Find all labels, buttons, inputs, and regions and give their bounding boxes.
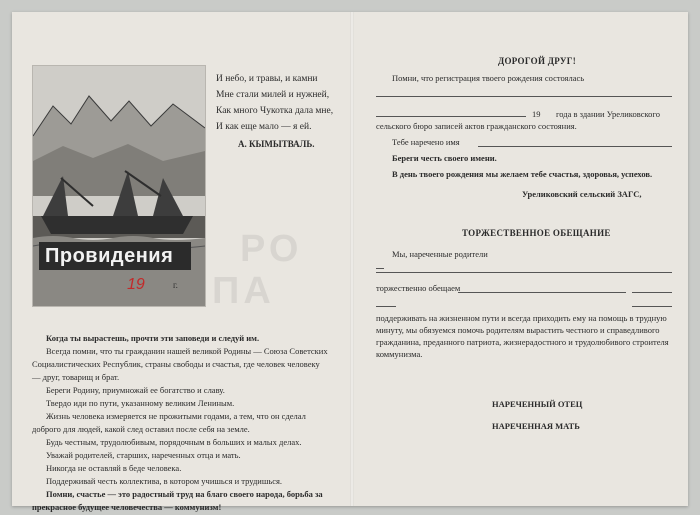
commandments-text [32,332,328,514]
poem-line: И небо, и травы, и камни [216,74,318,84]
poem-line: Как много Чукотка дала мне, [216,106,334,116]
oath-title: ТОРЖЕСТВЕННОЕ ОБЕЩАНИЕ [462,228,611,238]
poem-author: А. КЫМЫТВАЛЬ. [238,139,315,149]
cover-banner-title: Провидения [39,242,191,270]
name-fill-line [478,146,672,147]
commandment: Береги Родину, приумножай ее богатство и славу. [46,385,225,395]
godmother-label: НАРЕЧЕННАЯ МАТЬ [492,421,580,431]
fill-line [458,292,626,293]
registration-place: года в здании Уреликовского [556,109,660,119]
commandment: Жизнь человека измеряется не прожитыми годами, а тем, что он сделал доброго для людей, какой след оставил после себя на земле. [32,411,306,434]
center-fold [350,12,354,506]
poem-line: Мне стали милей и нужней, [216,90,330,100]
given-name-label: Тебе наречено имя [392,137,460,147]
fill-line [632,306,672,307]
commandment: Уважай родителей, старших, нареченных отца и мать. [46,450,241,460]
commandment: Будь честным, трудолюбивым, порядочным в больших и малых делах. [46,437,302,447]
fill-line [632,292,672,293]
oath-parents-label: Мы, нареченные родители [392,249,488,259]
commandment: Твердо иди по пути, указанному великим Лениным. [46,398,235,408]
oath-body: поддерживать на жизненном пути и всегда приходить ему на помощь в трудную минуту, мы обязуемся помочь родителям вырастить честного и справедливого гражданина, преданного патриота, жизнерадостного и трудолюбивого строителя коммунизма. [376,313,669,359]
cover-illustration [32,65,206,307]
registration-text: Помни, что регистрация твоего рождения состоялась [392,73,585,83]
commandment-final: Помни, счастье — это радостный труд на благо своего народа, борьба за прекрасное будущее человечества — коммунизм! [32,489,323,512]
cover-date-handwritten: 19 [127,276,145,293]
poem [216,71,346,135]
registry-signature: Уреликовский сельский ЗАГС, [522,189,642,199]
commandment: Поддерживай честь коллектива, в котором учишься и трудишься. [46,476,283,486]
cover-date-suffix: г. [173,280,178,290]
date-fill-line [376,116,526,117]
fill-line [376,268,384,269]
bleedthrough-text-1: РО [240,228,303,270]
commandment-intro: Когда ты вырастешь, прочти эти заповеди и следуй им. [46,333,260,343]
poem-line: И как еще мало — я ей. [216,122,312,132]
commandment: Никогда не оставляй в беде человека. [46,463,182,473]
fill-line [376,306,396,307]
godfather-label: НАРЕЧЕННЫЙ ОТЕЦ [492,399,583,409]
fill-line [376,272,672,273]
honor-name-text: Береги честь своего имени. [392,153,497,163]
commandment: Всегда помни, что ты гражданин нашей великой Родины — Союза Советских Социалистических Республик, страны свободы и счастья, где человек человеку — друг, товарищ и брат. [32,346,328,382]
birthday-wish-text: В день твоего рождения мы желаем тебе счастья, здоровья, успехов. [392,169,653,179]
certificate-sheet [12,12,688,512]
bleedthrough-text-2: ПА [212,270,275,312]
year-prefix: 19 [532,109,541,119]
oath-promise-label: торжественно обещаем [376,283,461,293]
fill-line [376,96,672,97]
greeting-heading: ДОРОГОЙ ДРУГ! [498,56,577,66]
registry-office-text: сельского бюро записей актов гражданского состояния. [376,121,577,131]
harbor-drawing [33,66,205,306]
